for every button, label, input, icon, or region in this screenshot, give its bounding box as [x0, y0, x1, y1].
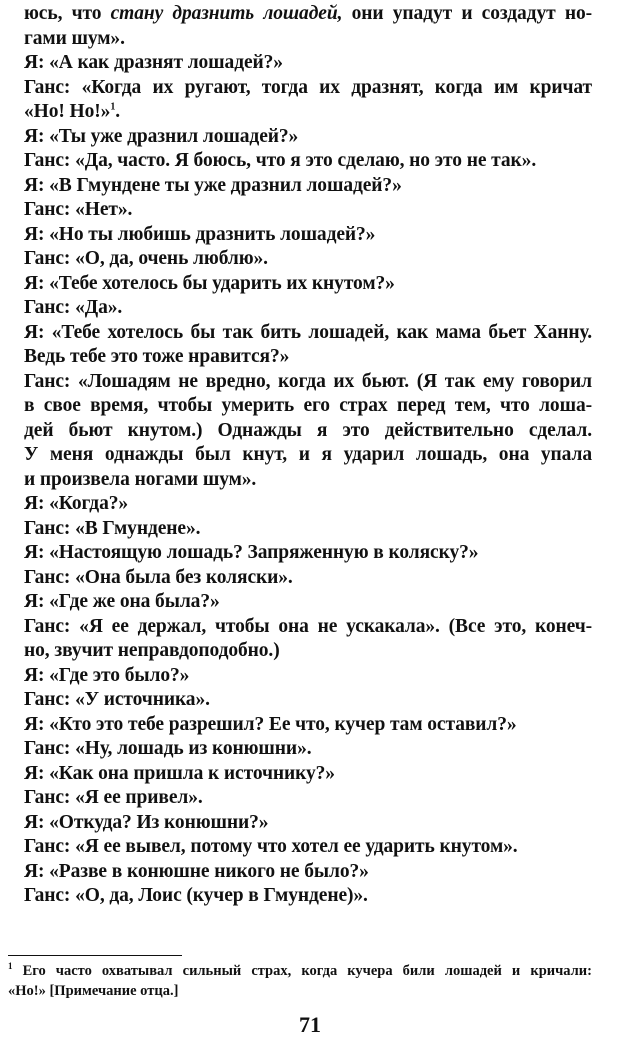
text-line: Я: «Где же она была?» — [24, 591, 220, 612]
text-line: гами шум». — [24, 27, 125, 49]
text-line: Ганс: «В Гмундене». — [24, 517, 201, 539]
text-line: Я: «Тебе хотелось бы так бить лошадей, как мама бьет Ханну. — [24, 321, 592, 343]
text-line: Ганс: «Да, часто. Я боюсь, что я это сделаю, но это не так». — [24, 150, 537, 171]
text-line: но, звучит неправдоподобно.) — [24, 640, 280, 661]
footnote-marker: 1 — [8, 961, 13, 972]
text-line: Я: «В Гмундене ты уже дразнил лошадей?» — [24, 174, 402, 196]
text-line: Ганс: «Когда их ругают, тогда их дразнят, когда им кричат — [24, 76, 592, 98]
text-line: дей бьют кнутом.) Однажды я это действительно сделал. — [24, 419, 592, 441]
text-line: Ганс: «Она была без коляски». — [24, 566, 293, 588]
text-line: Ганс: «Я ее держал, чтобы она не ускакала». (Все это, конеч- — [24, 615, 592, 637]
text-line: Я: «Настоящую лошадь? Запряженную в коляску?» — [24, 542, 479, 563]
footnote-reference[interactable]: 1 — [110, 101, 116, 113]
text-run: юсь, что — [24, 3, 111, 24]
text-line: Я: «Ты уже дразнил лошадей?» — [24, 125, 299, 147]
text-run: они упадут и создадут но- — [342, 3, 592, 24]
text-run: «Но! Но!» — [24, 101, 111, 122]
text-line: У меня однажды был кнут, и я ударил лошадь, она упала — [24, 444, 592, 465]
text-line: Я: «Откуда? Из конюшни?» — [24, 811, 269, 833]
footnote — [8, 961, 592, 1001]
text-line — [24, 2, 592, 27]
text-line: Ганс: «У источника». — [24, 689, 210, 710]
page-number: 71 — [299, 1012, 321, 1037]
text-line: Ганс: «О, да, очень люблю». — [24, 248, 268, 269]
text-line: Я: «Как она пришла к источнику?» — [24, 762, 335, 784]
footnote-text-1: Его часто охватывал сильный страх, когда кучера били лошадей и кричали: — [12, 963, 592, 979]
footnote-line: «Но!» [Примечание отца.] — [8, 983, 179, 999]
text-line: Ганс: «Я ее вывел, потому что хотел ее ударить кнутом». — [24, 836, 518, 857]
text-line: в свое время, чтобы умерить его страх перед тем, что лоша- — [24, 395, 592, 416]
text-line: Я: «Где это было?» — [24, 664, 190, 686]
italic-text: стану дразнить лошадей, — [110, 3, 343, 24]
text-line — [24, 100, 592, 125]
text-line: Я: «Когда?» — [24, 493, 129, 514]
text-line: Ганс: «Нет». — [24, 199, 133, 220]
text-line: Я: «Но ты любишь дразнить лошадей?» — [24, 223, 376, 245]
text-run: . — [115, 101, 120, 122]
text-line: и произвела ногами шум». — [24, 468, 257, 490]
main-text — [24, 2, 592, 909]
text-line: Ганс: «Ну, лошадь из конюшни». — [24, 738, 312, 759]
text-line: Я: «А как дразнят лошадей?» — [24, 52, 283, 73]
text-line: Ганс: «Я ее привел». — [24, 787, 203, 808]
footnote-line — [8, 961, 592, 981]
text-line: Я: «Кто это тебе разрешил? Ее что, кучер там оставил?» — [24, 713, 517, 735]
text-line: Я: «Тебе хотелось бы ударить их кнутом?» — [24, 272, 395, 294]
footnote-separator — [8, 955, 182, 956]
text-line: Я: «Разве в конюшне никого не было?» — [24, 860, 369, 882]
text-line: Ганс: «О, да, Лоис (кучер в Гмундене)». — [24, 885, 368, 906]
text-line: Ганс: «Да». — [24, 297, 123, 318]
text-line: Ведь тебе это тоже нравится?» — [24, 346, 290, 367]
text-line: Ганс: «Лошадям не вредно, когда их бьют. (Я так ему говорил — [24, 370, 592, 392]
